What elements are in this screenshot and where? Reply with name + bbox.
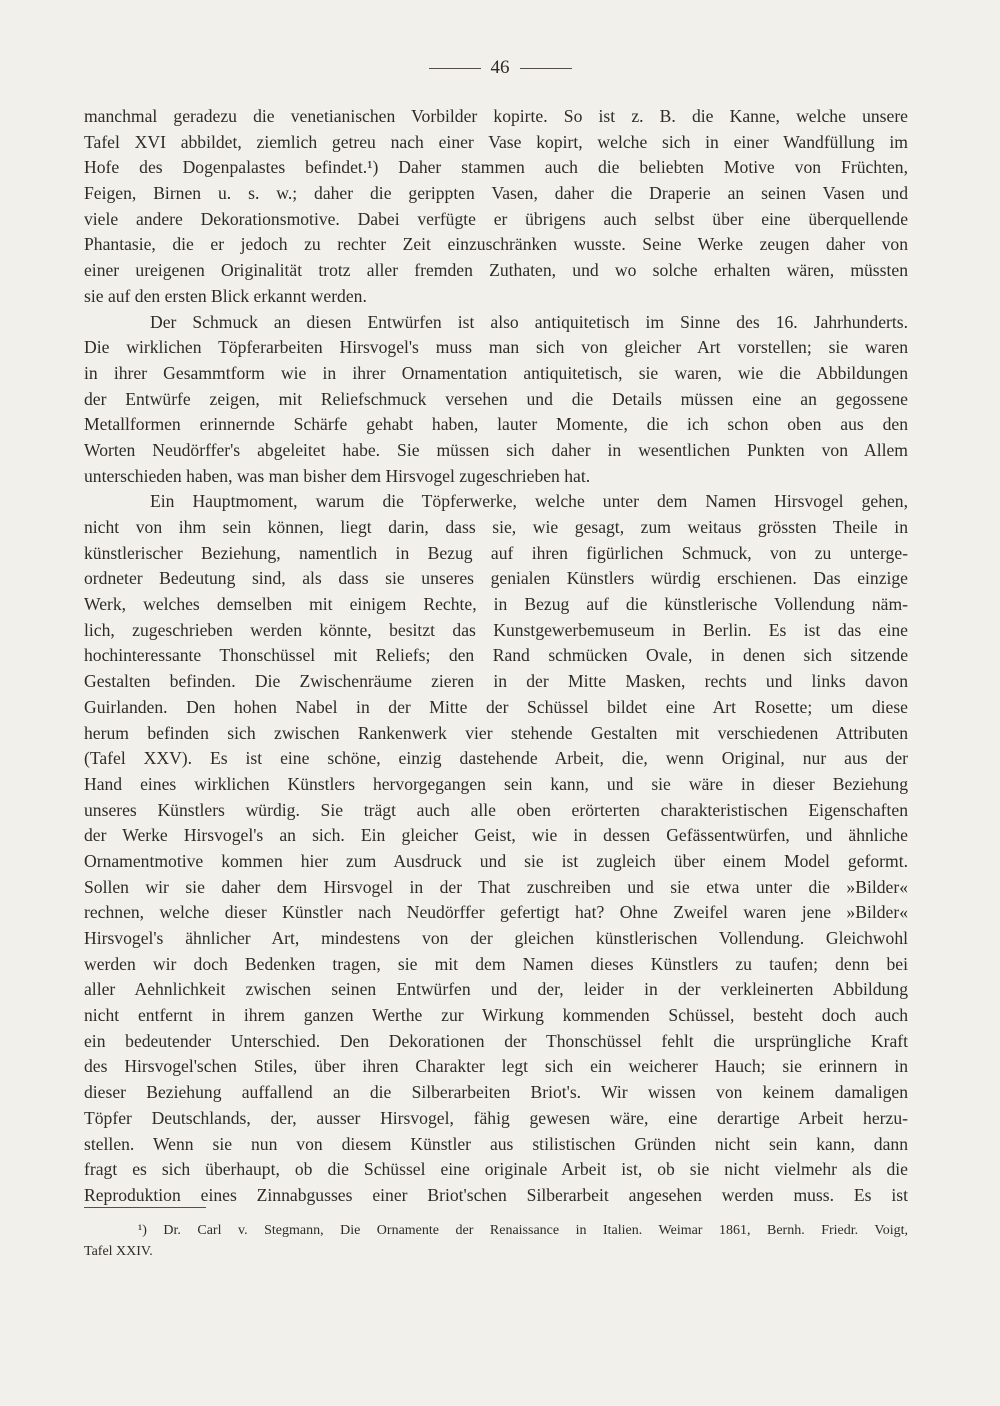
text-line: lich, zugeschrieben werden könnte, besitzt das Kunstgewerbemuseum in Berlin. Es ist das eine: [84, 619, 908, 640]
text-line: sie auf den ersten Blick erkannt werden.: [84, 285, 367, 306]
text-line: fragt es sich überhaupt, ob die Schüssel eine originale Arbeit ist, ob sie nicht vielmehr als die: [84, 1159, 908, 1180]
text-line: herum befinden sich zwischen Rankenwerk vier stehende Gestalten mit verschiedenen Attributen: [84, 722, 908, 743]
text-line: der Entwürfe zeigen, mit Reliefschmuck versehen und die Details müssen eine an gegossene: [84, 388, 908, 409]
footnote: [84, 1220, 908, 1262]
text-line: Reproduktion eines Zinnabgusses einer Briot'schen Silberarbeit angesehen werden muss. Es ist: [84, 1184, 908, 1205]
text-line: aller Aehnlichkeit zwischen seinen Entwürfen und der, leider in der verkleinerten Abbildung: [84, 979, 908, 1000]
footnote-rule: [84, 1207, 206, 1208]
text-line: ordneter Bedeutung sind, als dass sie unseres genialen Künstlers würdig erschienen. Das einzige: [84, 568, 908, 589]
text-line: (Tafel XXV). Es ist eine schöne, einzig dastehende Arbeit, die, wenn Original, nur aus der: [84, 748, 908, 769]
footnote-line: Tafel XXIV.: [84, 1244, 153, 1259]
text-line: manchmal geradezu die venetianischen Vorbilder kopirte. So ist z. B. die Kanne, welche unsere: [84, 106, 908, 126]
text-line: werden wir doch Bedenken tragen, sie mit dem Namen dieses Künstlers zu taufen; denn bei: [84, 953, 908, 974]
header-rule-right: [520, 68, 572, 69]
text-line: Der Schmuck an diesen Entwürfen ist also antiquitetisch im Sinne des 16. Jahrhunderts.: [150, 311, 908, 332]
text-line: hochinteressante Thonschüssel mit Reliefs; den Rand schmücken Ovale, in denen sich sitzende: [84, 645, 908, 666]
text-line: Feigen, Birnen u. s. w.; daher die gerippten Vasen, daher die Draperie an seinen Vasen und: [84, 183, 908, 204]
text-line: des Hirsvogel'schen Stiles, über ihren Charakter legt sich ein weicherer Hauch; sie erinnern in: [84, 1056, 908, 1077]
text-line: Die wirklichen Töpferarbeiten Hirsvogel's muss man sich von gleicher Art vorstellen; sie waren: [84, 337, 908, 358]
text-line: Ornamentmotive kommen hier zum Ausdruck und sie ist zugleich über einem Model geformt.: [84, 850, 908, 871]
text-line: stellen. Wenn sie nun von diesem Künstler aus stilistischen Gründen nicht sein kann, dann: [84, 1133, 908, 1154]
text-line: viele andere Dekorationsmotive. Dabei verfügte er übrigens auch selbst über eine überquellende: [84, 208, 908, 229]
text-line: künstlerischer Beziehung, namentlich in Bezug auf ihren figürlichen Schmuck, von zu unterge-: [84, 542, 908, 563]
text-line: Hofe des Dogenpalastes befindet.¹) Daher stammen auch die beliebten Motive von Früchten,: [84, 157, 908, 178]
text-line: nicht entfernt in ihrem ganzen Werthe zur Wirkung kommenden Schüssel, besteht doch auch: [84, 1005, 908, 1026]
text-line: der Werke Hirsvogel's an sich. Ein gleicher Geist, wie in dessen Gefässentwürfen, und ähnliche: [84, 825, 908, 846]
text-line: Hirsvogel's ähnlicher Art, mindestens von der gleichen künstlerischen Vollendung. Gleichwohl: [84, 928, 908, 948]
footnote-line: ¹) Dr. Carl v. Stegmann, Die Ornamente der Renaissance in Italien. Weimar 1861, Bernh. Friedr. Voigt,: [138, 1223, 908, 1238]
text-line: rechnen, welche dieser Künstler nach Neudörffer gefertigt hat? Ohne Zweifel waren jene »Bilder«: [84, 902, 908, 923]
text-line: unseres Künstlers würdig. Sie trägt auch alle oben erörterten charakteristischen Eigenschaften: [84, 799, 908, 820]
body-text: [84, 104, 908, 1209]
text-line: unterschieden haben, was man bisher dem Hirsvogel zugeschrieben hat.: [84, 465, 591, 486]
text-line: Phantasie, die er jedoch zu rechter Zeit einzuschränken wusste. Seine Werke zeugen daher von: [84, 234, 908, 255]
text-line: Werk, welches demselben mit einigem Rechte, in Bezug auf die künstlerische Vollendung näm-: [84, 594, 908, 615]
text-line: ein bedeutender Unterschied. Den Dekorationen der Thonschüssel fehlt die ursprüngliche Kraft: [84, 1030, 908, 1051]
header-rule-left: [429, 68, 481, 69]
text-line: Ein Hauptmoment, warum die Töpferwerke, welche unter dem Namen Hirsvogel gehen,: [150, 491, 908, 512]
text-line: Töpfer Deutschlands, der, ausser Hirsvogel, fähig gewesen wäre, eine derartige Arbeit herzu-: [84, 1107, 908, 1128]
text-line: Metallformen erinnernde Schärfe gehabt haben, lauter Momente, die ich schon oben aus den: [84, 414, 908, 435]
text-line: dieser Beziehung auffallend an die Silberarbeiten Briot's. Wir wissen von keinem damaligen: [84, 1082, 908, 1103]
text-line: in ihrer Gesammtform wie in ihrer Ornamentation antiquitetisch, sie waren, wie die Abbildungen: [84, 362, 908, 383]
text-line: einer ureigenen Originalität trotz aller fremden Zuthaten, und wo solche erhalten wären, müssten: [84, 260, 908, 281]
page-number: 46: [490, 57, 510, 78]
text-line: nicht von ihm sein können, liegt darin, dass sie, wie gesagt, zum weitaus grössten Theile in: [84, 517, 908, 537]
text-line: Sollen wir sie daher dem Hirsvogel in der That zuschreiben und sie etwa unter die »Bilder«: [84, 876, 908, 897]
text-line: Guirlanden. Den hohen Nabel in der Mitte der Schüssel bildet eine Art Rosette; um diese: [84, 696, 908, 717]
text-line: Worten Neudörffer's abgeleitet habe. Sie müssen sich daher in wesentlichen Punkten von Allem: [84, 439, 908, 460]
text-line: Tafel XVI abbildet, ziemlich getreu nach einer Vase kopirt, welche sich in einer Wandfüllung im: [84, 131, 908, 152]
page-header: [0, 57, 1000, 79]
text-line: Hand eines wirklichen Künstlers hervorgegangen sein kann, und sie wäre in dieser Beziehung: [84, 773, 908, 794]
text-line: Gestalten befinden. Die Zwischenräume zieren in der Mitte Masken, rechts und links davon: [84, 671, 908, 692]
